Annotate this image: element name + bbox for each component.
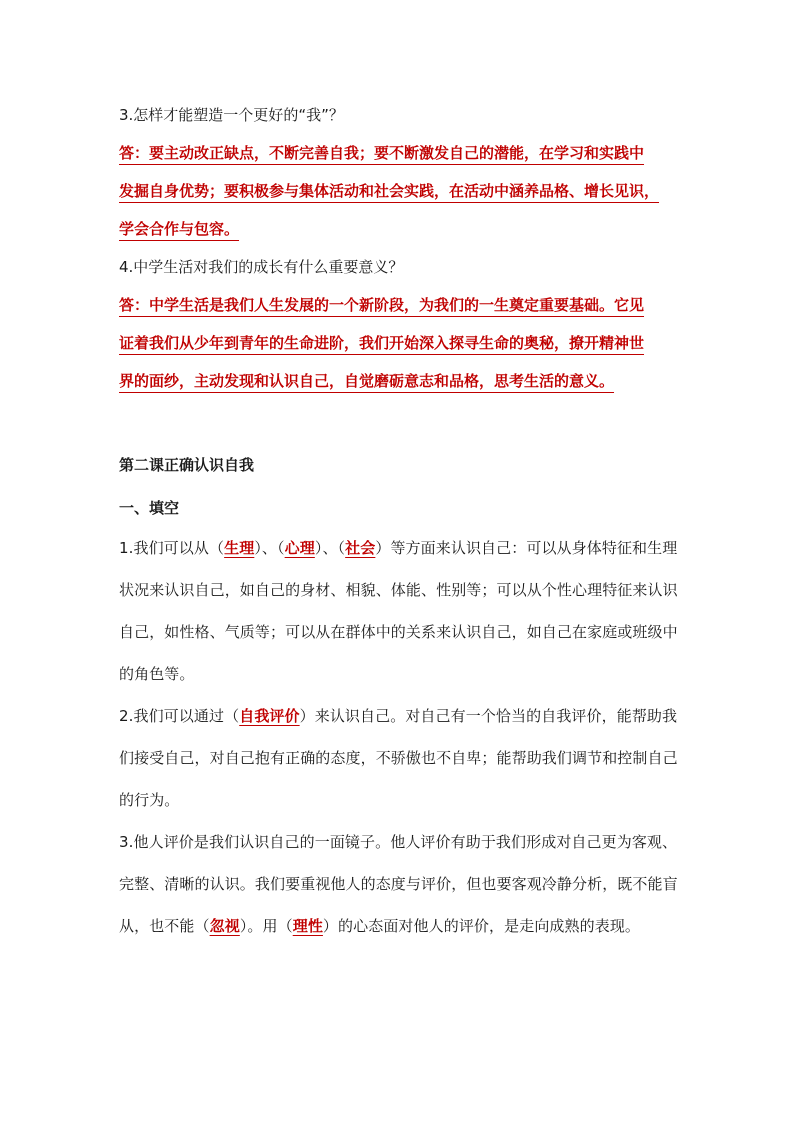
fill-item-2 (119, 695, 689, 821)
blank-answer: 忽视 (209, 917, 240, 935)
blank-answer: 自我评价 (239, 707, 300, 725)
item3-mid1: ）。用（ (239, 917, 293, 935)
fill-item-3 (119, 821, 689, 947)
blank-answer: 生理 (224, 539, 255, 557)
answer-3-line-1: 答：要主动改正缺点，不断完善自我；要不断激发自己的潜能，在学习和实践中 (119, 144, 645, 162)
fill-item-1 (119, 527, 689, 695)
item3-prefix: 3.他人评价是我们认识自己的一面镜子。他人评价有助于我们形成对自己更为客观、完整、清晰的认识。我们要重视他人的态度与评价，但也要客观冷静分析，既不能盲从，也不能（ (119, 833, 678, 935)
blank-answer: 理性 (292, 917, 323, 935)
blank-answer: 心理 (284, 539, 315, 557)
answer-3 (119, 134, 689, 248)
item1-prefix: 1.我们可以从（ (119, 539, 225, 557)
answer-4-line-2: 证着我们从少年到青年的生命进阶，我们开始深入探寻生命的奥秘，撩开精神世 (119, 334, 645, 352)
document-page (119, 96, 689, 947)
lesson-title: 第二课正确认识自我 (119, 456, 255, 474)
answer-4 (119, 286, 689, 400)
item1-mid2: ）、（ (314, 539, 346, 557)
answer-4-line-3: 界的面纱，主动发现和认识自己，自觉磨砺意志和品格，思考生活的意义。 (119, 372, 615, 390)
item1-mid1: ）、（ (254, 539, 285, 557)
item2-prefix: 2.我们可以通过（ (119, 707, 240, 725)
item3-rest: ）的心态面对他人的评价，是走向成熟的表现。 (322, 917, 641, 935)
question-3: 3.怎样才能塑造一个更好的“我”？ (119, 106, 344, 124)
question-4: 4.中学生活对我们的成长有什么重要意义？ (119, 258, 404, 276)
answer-3-line-2: 发掘自身优势；要积极参与集体活动和社会实践，在活动中涵养品格、增长见识， (119, 182, 660, 200)
answer-3-line-3: 学会合作与包容。 (119, 220, 240, 238)
item2-rest: ）来认识自己。对自己有一个恰当的自我评价，能帮助我们接受自己，对自己抱有正确的态度，不骄傲也不自卑；能帮助我们调节和控制自己的行为。 (119, 707, 678, 809)
blank-answer: 社会 (345, 539, 376, 557)
answer-4-line-1: 答：中学生活是我们人生发展的一个新阶段，为我们的一生奠定重要基础。它见 (119, 296, 645, 314)
section-heading: 一、填空 (119, 499, 180, 517)
item1-rest: ）等方面来认识自己：可以从身体特征和生理状况来认识自己，如自己的身材、相貌、体能、性别等；可以从个性心理特征来认识自己，如性格、气质等；可以从在群体中的关系来认识自己，如自己在家庭或班级中的角色等。 (119, 539, 678, 683)
